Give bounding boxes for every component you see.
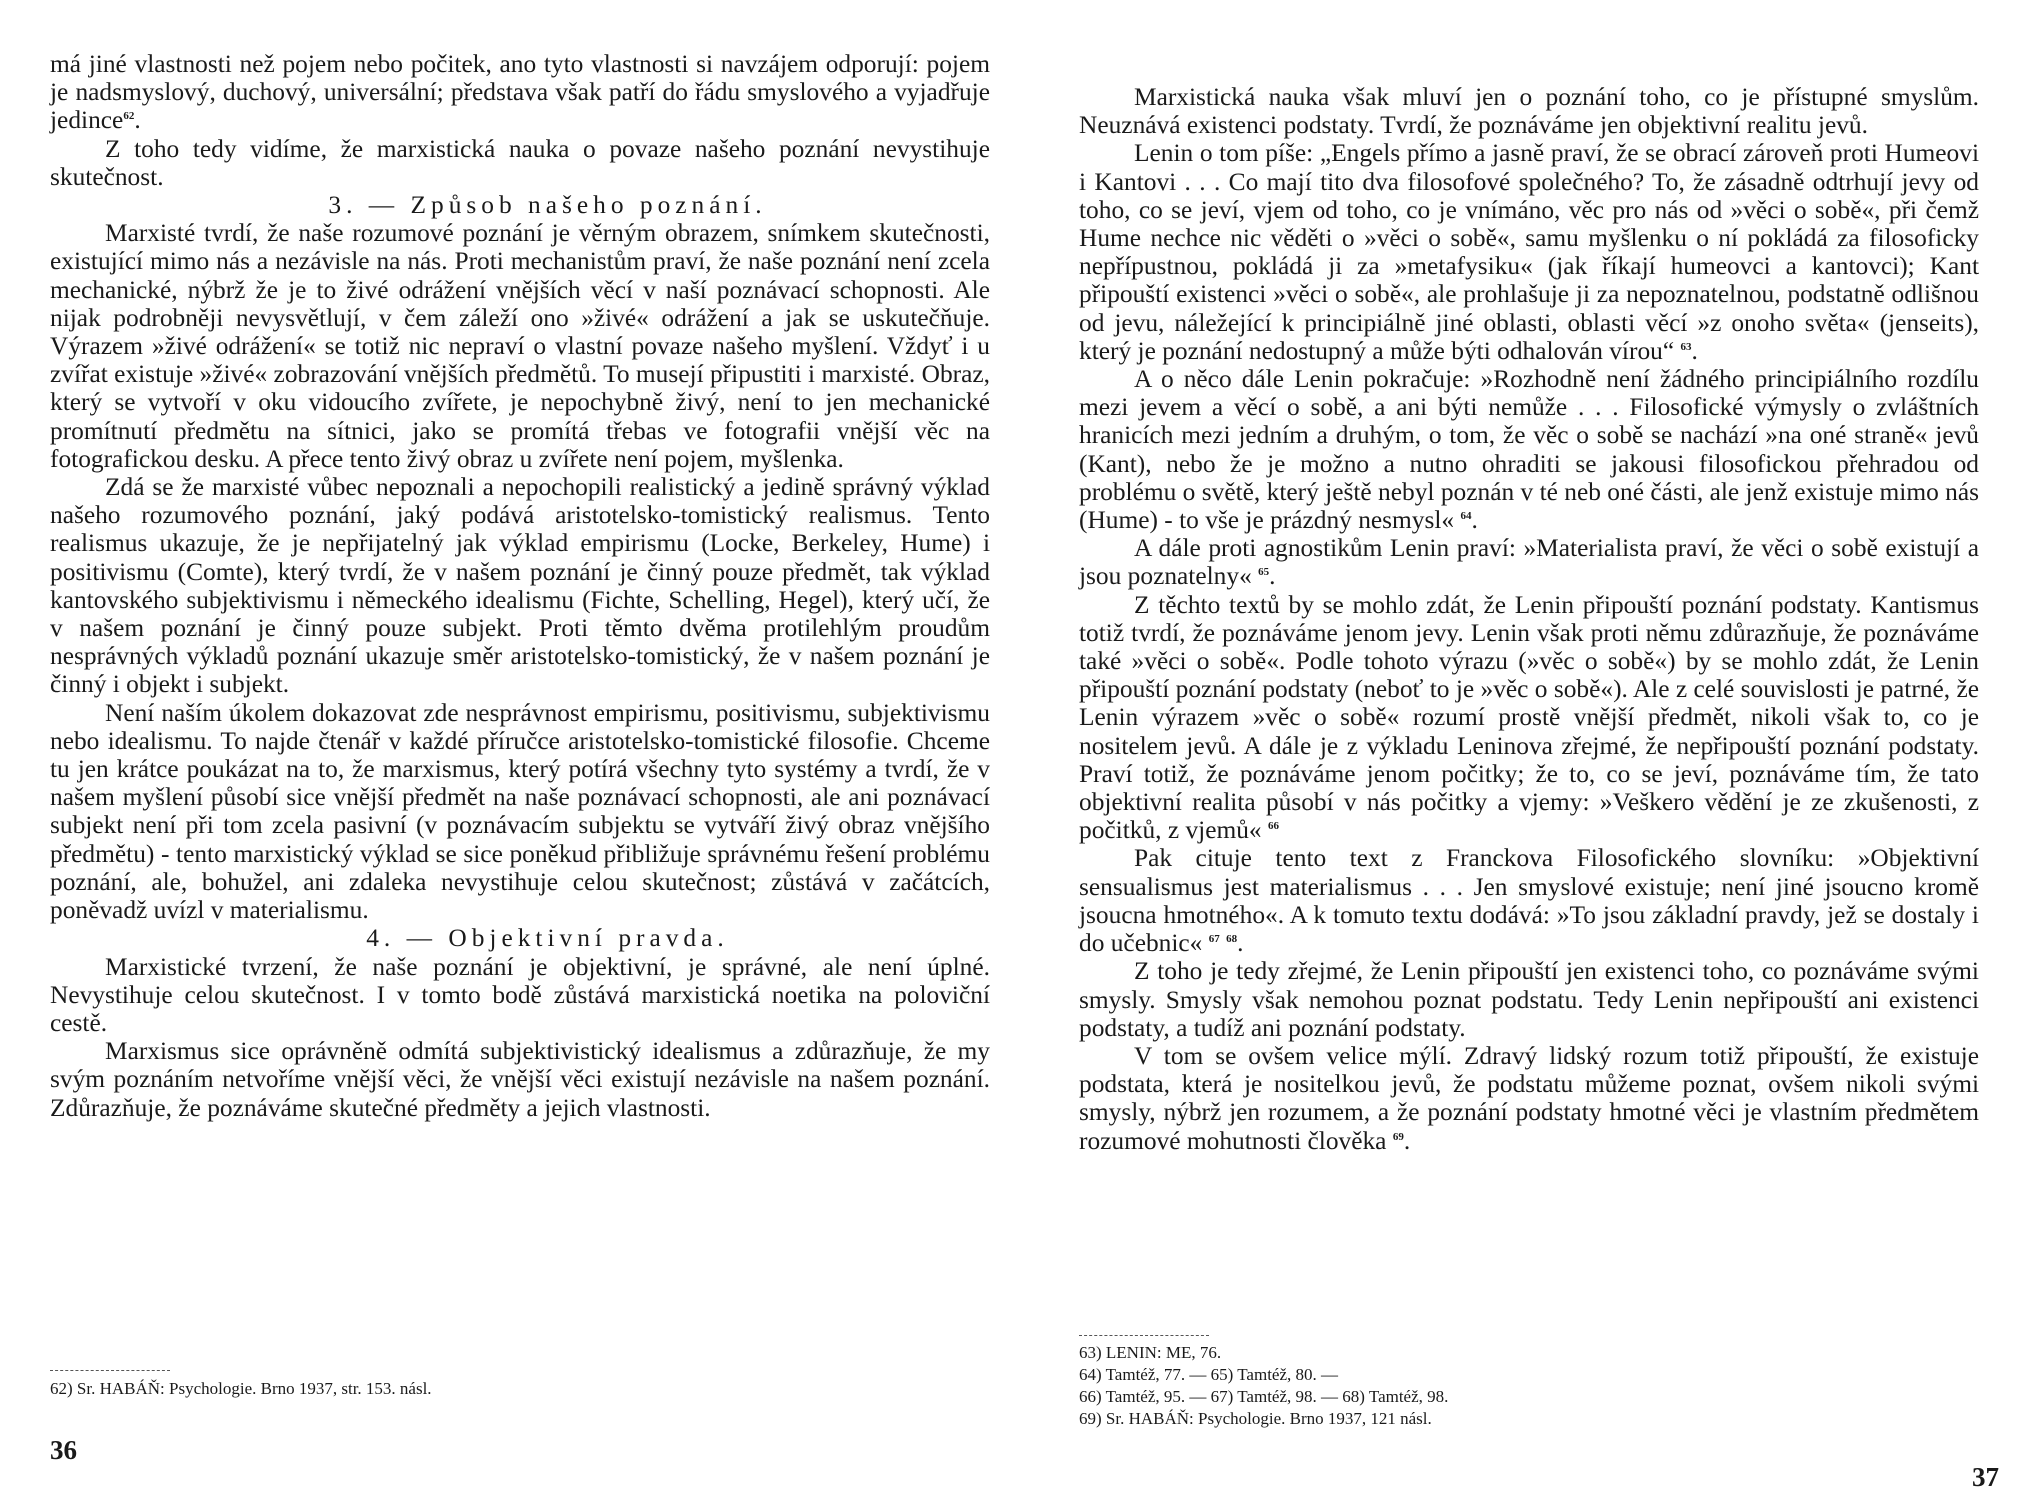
- paragraph: V tom se ovšem velice mýlí. Zdravý lidský rozum totiž připouští, že existuje podstata, která je nositelkou jevů, že podstatu můžeme poznat, ovšem nikoli svými smysly, nýbrž jen rozumem, a že poznání podstaty hmotné věci je vlastním předmětem rozumové mohutnosti člověka $^{69}$.: [1079, 1041, 1979, 1155]
- paragraph: Marxistická nauka však mluví jen o poznání toho, co je přístupné smyslům. Neuznává existenci podstaty. Tvrdí, že poznáváme jen objektivní realitu jevů.: [1079, 83, 1979, 140]
- footnote-ref: 69: [1392, 1130, 1404, 1143]
- footnote-divider: [1079, 1335, 1209, 1337]
- paragraph: Zdá se že marxisté vůbec nepoznali a nepochopili realistický a jedině správný výklad našeho rozumového poznání, jaký podává aristotelsko-tomistický realismus. Tento realismus ukazuje, že je nepřijatelný jak výklad empirismu (Locke, Berkeley, Hume) i positivismu (Comte), který tvrdí, že v našem poznání je činný pouze předmět, tak výklad kantovského subjektivismu i německého idealismu (Fichte, Schelling, Hegel), který učí, že v našem poznání je činný pouze subjekt. Proti těmto dvěma protilehlým proudům nesprávných výkladů poznání ukazuje směr aristotelsko-tomistický, že v našem poznání je činný i objekt i subjekt.: [50, 473, 990, 699]
- footnotes: [50, 1378, 950, 1400]
- section-heading-4: 4. — Objektivní pravda.: [366, 924, 729, 953]
- paragraph: Marxismus sice oprávněně odmítá subjektivistický idealismus a zdůrazňuje, že my svým poznáním netvoříme vnější věci, že vnější věci existují nezávisle na našem poznání. Zdůrazňuje, že poznáváme skutečné předměty a jejich vlastnosti.: [50, 1037, 990, 1122]
- paragraph: A o něco dále Lenin pokračuje: »Rozhodně není žádného principiálního rozdílu mezi jevem a věcí o sobě, a ani býti nemůže . . . Filosofické výmysly o zvláštních hranicích mezi jedním a druhým, o tom, že věc o sobě se nachází »na oné straně« jevů (Kant), nebo že je možno a nutno ohraditi se jakousi filosofickou přehradou od problému o světě, který ještě nebyl poznán v té neb oné části, ale jenž existuje mimo nás (Hume) - to vše je prázdný nesmysl« $^{64}$.: [1079, 365, 1979, 535]
- paragraph: Z toho tedy vidíme, že marxistická nauka o povaze našeho poznání nevystihuje skutečnost.: [50, 134, 990, 191]
- paragraph: Není naším úkolem dokazovat zde nesprávnost empirismu, positivismu, subjektivismu nebo idealismu. To najde čtenář v každé příručce aristotelsko-tomistické filosofie. Chceme tu jen krátce poukázat na to, že marxismus, který potírá všechny tyto systémy a tvrdí, že v našem myšlení působí sice vnější předmět na naše poznávací schopnosti, ale ani poznávací subjekt není při tom zcela pasivní (v poznávacím subjektu se vytváří živý obraz vnějšího předmětu) - tento marxistický výklad se sice poněkud přibližuje správnému řešení problému poznání, ale, bohužel, ani zdaleka nevystihuje celou skutečnost; zůstává v začátcích, poněvadž uvízl v materialismu.: [50, 698, 990, 925]
- footnote-ref: 65: [1258, 566, 1270, 579]
- page-number: 36: [50, 1435, 77, 1465]
- footnotes: [1079, 1342, 1979, 1430]
- paragraph: Marxistické tvrzení, že naše poznání je objektivní, je správné, ale není úplné. Nevystihuje celou skutečnost. I v tomto bodě zůstává marxistická noetika na poloviční cestě.: [50, 952, 990, 1037]
- section-heading-3: 3. — Způsob našeho poznání.: [328, 191, 767, 220]
- footnote: 69) Sr. HABÁŇ: Psychologie. Brno 1937, 121 násl.: [1079, 1409, 1432, 1428]
- paragraph: Z těchto textů by se mohlo zdát, že Lenin připouští poznání podstaty. Kantismus totiž tvrdí, že poznáváme jenom jevy. Lenin však proti němu zdůrazňuje, že poznáváme také »věci o sobě«. Podle tohoto výrazu (»věc o sobě«) by se mohlo zdát, že Lenin připouští poznání podstaty (neboť to je »věc o sobě«). Ale z celé souvislosti je patrné, že Lenin výrazem »věc o sobě« rozumí prostě vnější předmět, nikoli však to, co je nositelem jevů. A dále je z výkladu Leninova zřejmé, že nepřipouští poznání podstaty. Praví totiž, že poznáváme jenom počitky; že to, co se jeví, poznáváme tím, že tato objektivní realita působí v nás počitky a vjemy: »Veškero vědění je ze zkušenosti, z počitků, z vjemů« $^{66}$: [1079, 590, 1979, 845]
- footnote-ref: 63: [1680, 340, 1692, 353]
- footnote: 66) Tamtéž, 95. — 67) Tamtéž, 98. — 68) Tamtéž, 98.: [1079, 1387, 1449, 1406]
- paragraph: Marxisté tvrdí, že naše rozumové poznání je věrným obrazem, snímkem skutečnosti, existující mimo nás a nezávisle na nás. Proti mechanistům praví, že naše poznání není zcela mechanické, nýbrž že je to živé odrážení vnějších věcí v naší poznávací schopnosti. Ale nijak podrobněji nevysvětlují, v čem záleží ono »živé« odrážení a jak se uskutečňuje. Výrazem »živé odrážení« se totiž nic nepraví o vlastní povaze našeho myšlení. Vždyť i u zvířat existuje »živé« zobrazování vnějších předmětů. To musejí připustiti i marxisté. Obraz, který se vytvoří v oku vidoucího zvířete, je nepochybně živý, není to jen mechanické promítnutí předmětu na sítnici, jako se promítá třebas ve fotografii vnější věc na fotografickou desku. A přece tento živý obraz u zvířete není pojem, myšlenka.: [50, 219, 990, 473]
- page-number: 37: [1972, 1462, 1999, 1492]
- footnote-ref: 68: [1226, 933, 1238, 946]
- left-text-column: [50, 50, 990, 1122]
- footnote-ref: 67: [1208, 933, 1220, 946]
- footnote: 63) LENIN: ME, 76.: [1079, 1343, 1222, 1362]
- right-text-column: [1079, 83, 1979, 1155]
- footnote-ref: 62: [123, 110, 135, 123]
- footnote-divider: [50, 1370, 170, 1372]
- paragraph: Pak cituje tento text z Franckova Filosofického slovníku: »Objektivní sensualismus jest materialismus . . . Jen smyslové existuje; není jiné jsoucno kromě jsoucna hmotného«. A k tomuto textu dodává: »To jsou základní pravdy, jež se dostaly i do učebnic« $^{67}$ $^{68}$.: [1079, 844, 1979, 958]
- right-page: [1012, 0, 2024, 1500]
- footnote-ref: 66: [1268, 820, 1279, 833]
- paragraph: Z toho je tedy zřejmé, že Lenin připouští jen existenci toho, co poznáváme svými smysly. Smysly však nemohou poznat podstatu. Tedy Lenin nepřipouští ani existenci podstaty, a tudíž ani poznání podstaty.: [1079, 957, 1979, 1042]
- paragraph: Lenin o tom píše: „Engels přímo a jasně praví, že se obrací zároveň proti Humeovi i Kantovi . . . Co mají tito dva filosofové společného? To, že zásadně odtrhují jevy od toho, co se jeví, vjem od toho, co je vnímáno, věc pro nás od »věci o sobě«, při čemž Hume nechce nic věděti o »věci o sobě«, samu myšlenku o ní pokládá za filosoficky nepřípustnou, pokládá ji za »metafysiku« (jak říkají humeovci a kantovci); Kant připouští existenci »věci o sobě«, ale prohlašuje ji za nepoznatelnou, podstatně odlišnou od jevu, náležející k principiálně jiné oblasti, oblasti věcí »z onoho světa« (jenseits), který je poznání nedostupný a může býti odhalován vírou“ $^{63}$.: [1079, 139, 1979, 365]
- paragraph: A dále proti agnostikům Lenin praví: »Materialista praví, že věci o sobě existují a jsou poznatelny« $^{65}$.: [1079, 534, 1979, 591]
- footnote: 62) Sr. HABÁŇ: Psychologie. Brno 1937, str. 153. násl.: [50, 1379, 432, 1398]
- paragraph: má jiné vlastnosti než pojem nebo počitek, ano tyto vlastnosti si navzájem odporují: pojem je nadsmyslový, duchový, universální; představa však patří do řádu smyslového a vyjadřuje jedince$^{62}$.: [50, 50, 990, 135]
- footnote-ref: 64: [1460, 510, 1472, 523]
- footnote: 64) Tamtéž, 77. — 65) Tamtéž, 80. —: [1079, 1365, 1339, 1384]
